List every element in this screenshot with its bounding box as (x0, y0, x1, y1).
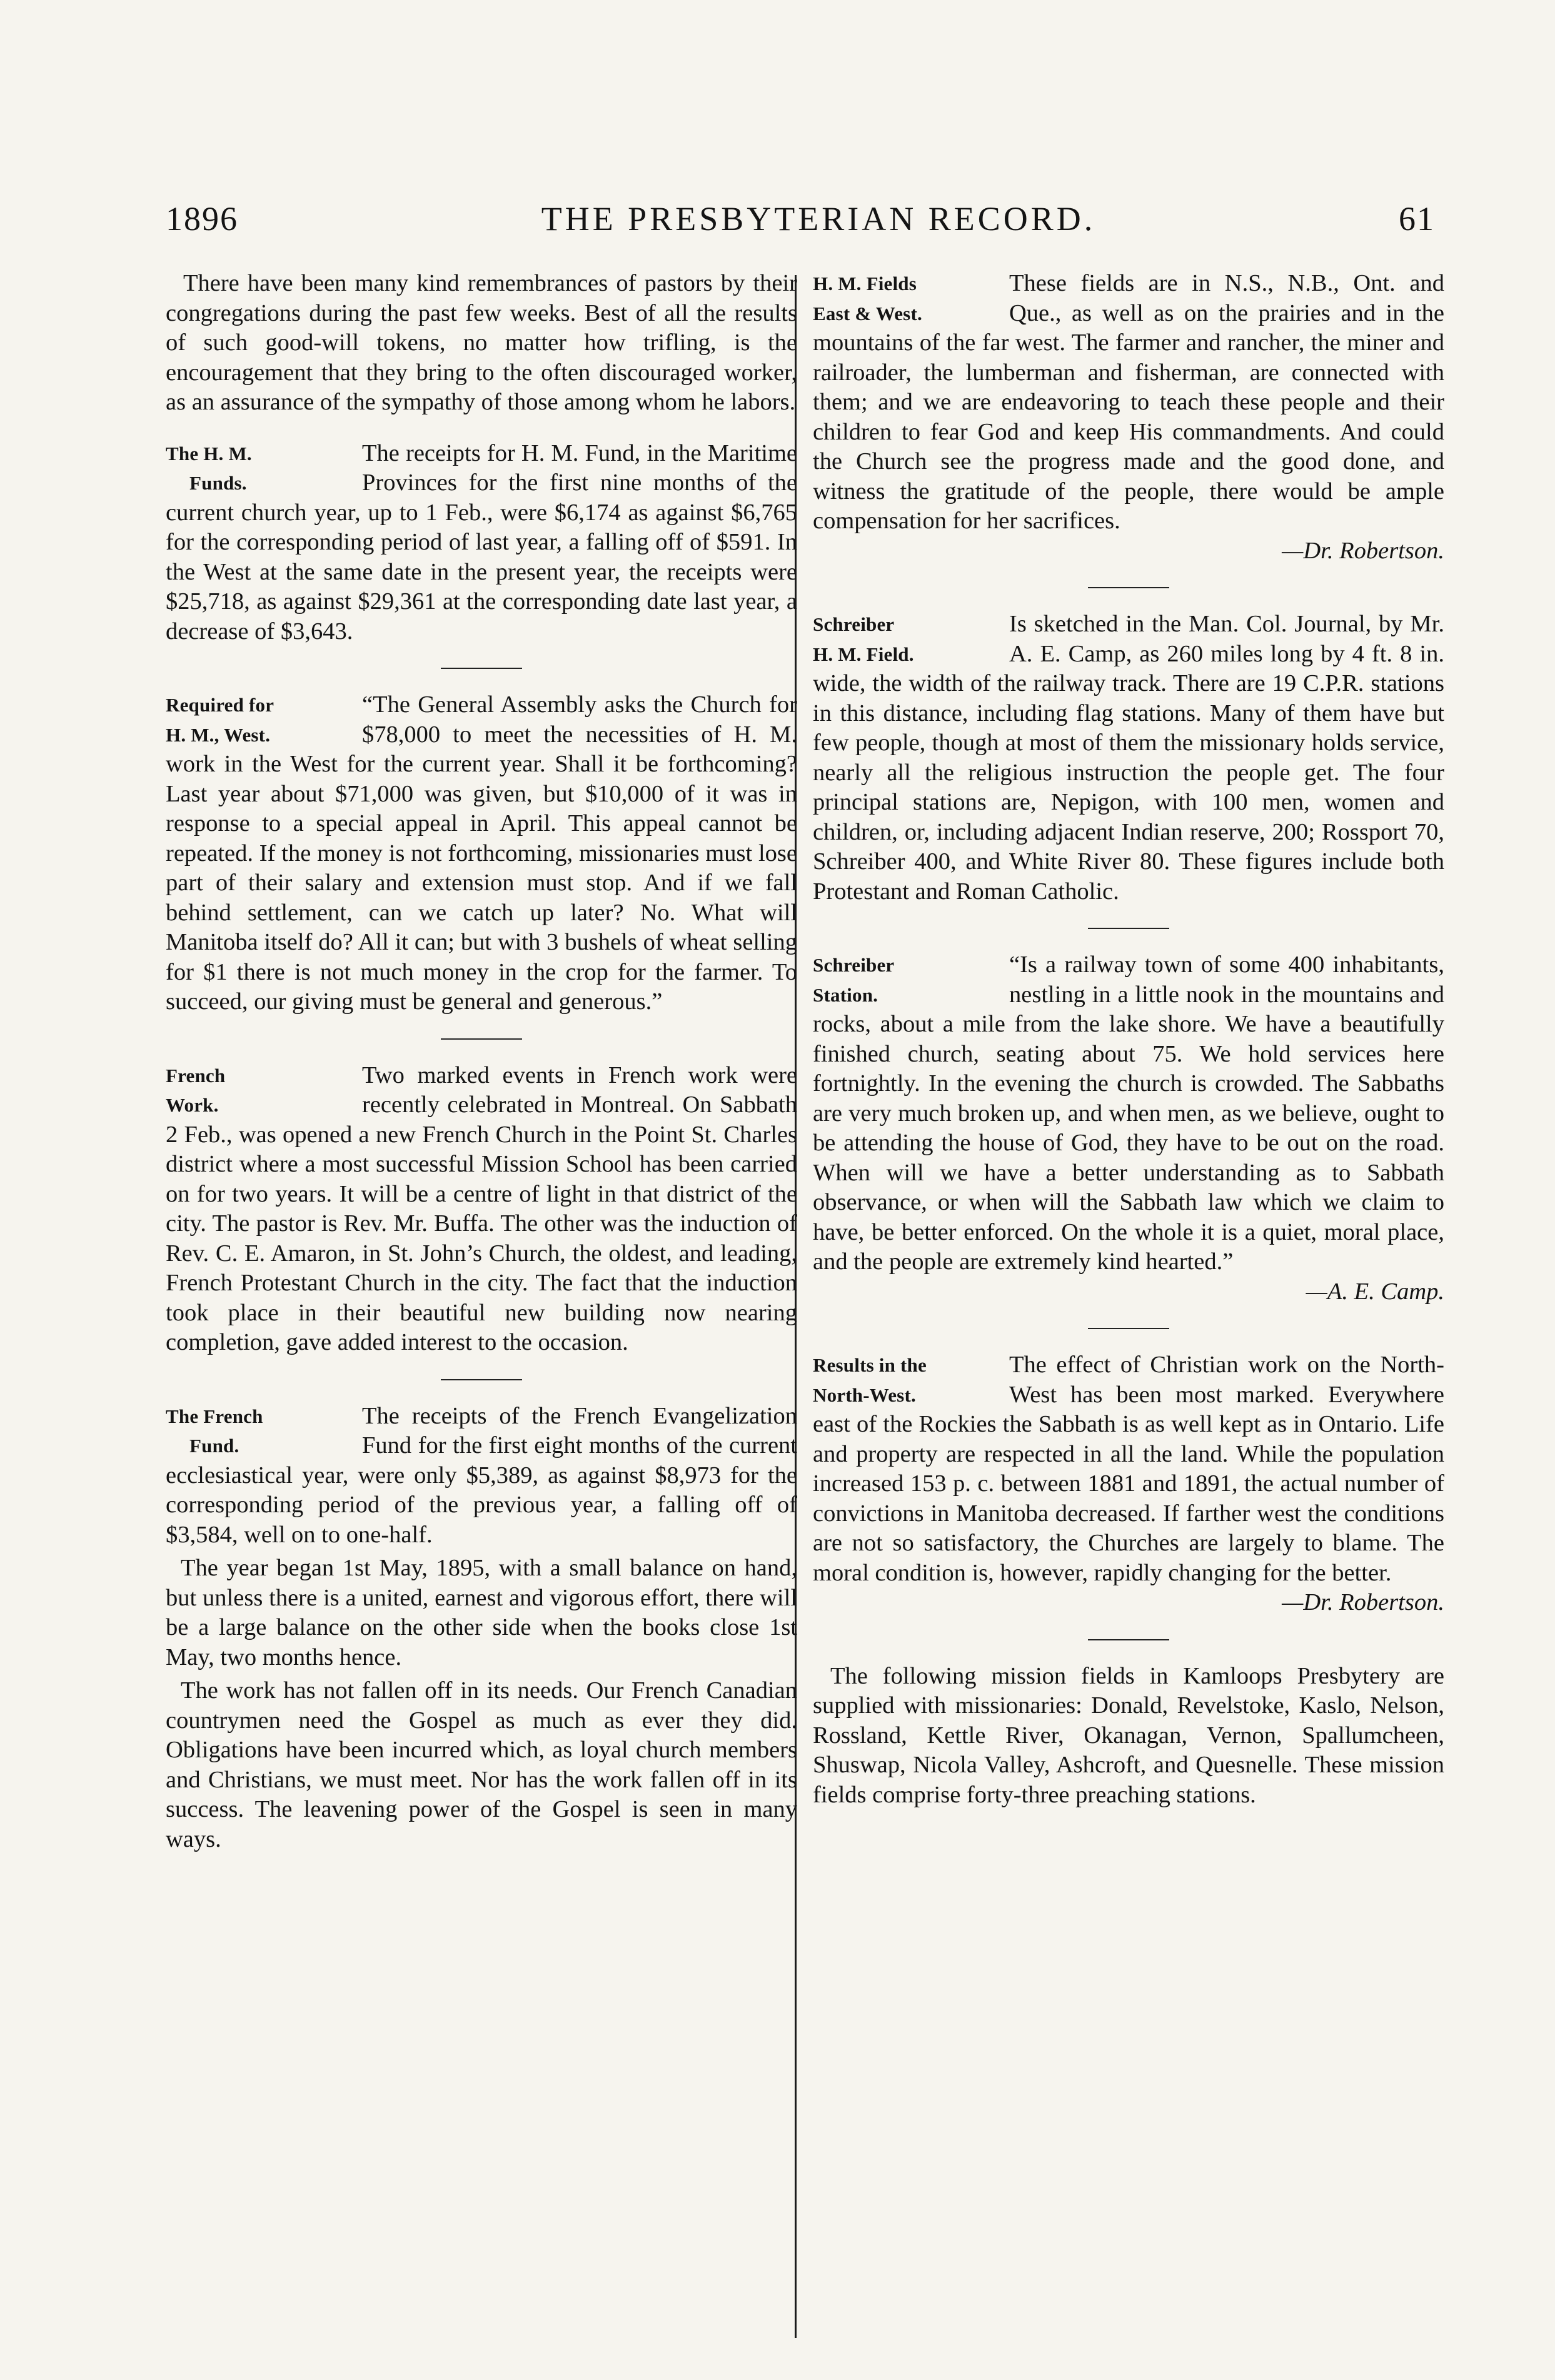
section-rule (1088, 928, 1169, 929)
article-text: The following mission fields in Kamloops Presbytery are supplied with missionaries: Donald, Revelstoke, Kaslo, Nelson, Rossland, Kettle River, Okanagan, Vernon, Spallumcheen, Shuswap, Nicola Valley, Ashcroft, and Quesnelle. These mission fields comprise forty-three preaching stations. (813, 1662, 1444, 1808)
header-title: THE PRESBYTERIAN RECORD. (541, 200, 1096, 238)
article-text: Two marked events in French work were recently celebrated in Montreal. On Sabbath 2 Feb., was opened a new French Church in the Point St. Charles district where a most successful Mission School has been carried on for two years. It will be a centre of light in that district of the city. The pastor is Rev. Mr. Buffa. The other was the induction of Rev. C. E. Amaron, in St. John’s Church, the oldest, and leading, French Protestant Church in the city. The fact that the induction took place in their beautiful new building now nearing completion, gave added interest to the occasion. (166, 1062, 797, 1355)
article-text: These fields are in N.S., N.B., Ont. and Que., as well as on the prairies and in the mountains of the far west. The farmer and rancher, the miner and railroader, the lumberman and fisherman, are connected with them; and we are endeavoring to teach these people and their children to fear God and keep His commandments. And could the Church see the progress made and the good done, and witness the gratitude of the people, there would be ample compensation for her sacrifices. (813, 270, 1444, 534)
sidehead-required: Required for H. M., West. (166, 694, 274, 746)
article-text: The work has not fallen off in its needs. Our French Canadian countrymen need the Gospel as much as ever they did. Obligations have been incurred which, as loyal church members and Christians, we must meet. Nor has the work fallen off in its success. The leavening power of the Gospel is seen in many ways. (166, 1677, 797, 1852)
section-rule (1088, 1639, 1169, 1640)
section-rule (441, 1038, 522, 1040)
article-results-north-west (813, 1350, 1444, 1618)
article-hm-funds (166, 439, 797, 647)
article-kamloops (813, 1662, 1444, 1810)
header-page-number: 61 (1398, 200, 1435, 238)
article-text: Is sketched in the Man. Col. Journal, by Mr. A. E. Camp, as 260 miles long by 4 ft. 8 in. wide, the width of the railway track. There are 19 C.P.R. stations in this distance, including flag stations. Many of them have but few people, though at most of them the missionary holds service, nearly all the religious instruction the people get. The four principal stations are, Nepigon, with 100 men, women and children, or, including adjacent Indian reserve, 200; Rossport 70, Schreiber 400, and White River 80. These figures include both Protestant and Roman Catholic. (813, 611, 1444, 905)
section-rule (441, 1379, 522, 1380)
header-year: 1896 (166, 200, 238, 238)
article-schreiber-field (813, 610, 1444, 906)
article-text: “The General Assembly asks the Church for $78,000 to meet the necessities of H. M. work in the West for the current year. Shall it be forthcoming? Last year about $71,000 was given, but $10,000 of it was in response to a special appeal in April. This appeal cannot be repeated. If the money is not forthcoming, missionaries must lose part of their salary and extension must stop. And if we fall behind settlement, can we catch up later? No. What will Manitoba itself do? All it can; but with 3 bushels of wheat selling for $1 there is not much money in the crop for the farmer. To succeed, our giving must be general and generous.” (166, 691, 797, 1015)
right-column (813, 269, 1444, 1831)
article-schreiber-station (813, 950, 1444, 1307)
article-text: The effect of Christian work on the North-West has been most marked. Everywhere east of the Rockies the Sabbath is as well kept as in Ontario. Life and property are respected in all the land. While the population increased 153 p. c. between 1881 and 1891, the actual number of convictions in Manitoba decreased. If farther west the conditions are not so satisfactory, the Churches are largely to blame. The moral condition is, however, rapidly changing for the better. (813, 1352, 1444, 1586)
sidehead-results: Results in the North-West. (813, 1354, 927, 1406)
sidehead-french-fund: The French Fund. (166, 1405, 263, 1457)
article-hm-fields (813, 269, 1444, 566)
sidehead-schreiber-station: Schreiber Station. (813, 954, 895, 1006)
sidehead-schreiber-field: Schreiber H. M. Field. (813, 613, 914, 665)
left-column (166, 269, 797, 1875)
signature: —Dr. Robertson. (1282, 537, 1444, 564)
section-rule (1088, 587, 1169, 588)
article-text: The receipts of the French Evangelization Fund for the first eight months of the current ecclesiastical year, were only $5,389, as against $8,973 for the corresponding period of the previous year, a falling off of $3,584, well on to one-half. (166, 1402, 797, 1548)
article-required-for-hm-west (166, 690, 797, 1017)
sidehead-hm-funds: The H. M. Funds. (166, 442, 252, 494)
article-french-fund (166, 1402, 797, 1855)
signature: —Dr. Robertson. (1282, 1589, 1444, 1615)
sidehead-hm-fields: H. M. Fields East & West. (813, 273, 922, 324)
section-rule (441, 668, 522, 669)
article-text: “Is a railway town of some 400 inhabitants, nestling in a little nook in the mountains and rocks, about a mile from the lake shore. We have a beautifully finished church, seating about 75. We hold services here fortnightly. In the evening the church is crowded. The Sabbaths are very much broken up, and when men, as we believe, ought to be attending the house of God, they have to be out on the road. When will we have a better understanding as to Sabbath observance, or when will the Sabbath law which we claim to have, be better enforced. On the whole it is a quiet, moral place, and the people are extremely kind hearted.” (813, 951, 1444, 1275)
sidehead-french-work: French Work. (166, 1064, 226, 1116)
intro-paragraph: There have been many kind remembrances of pastors by their congregations during the past few weeks. Best of all the results of such good-will tokens, no matter how trifling, is the encouragement that they bring to the often discouraged worker, as an assurance of the sympathy of those among whom he labors. (166, 270, 797, 415)
article-text: The receipts for H. M. Fund, in the Maritime Provinces for the first nine months of the current church year, up to 1 Feb., were $6,174 as against $6,765 for the corresponding period of last year, a falling off of $591. In the West at the same date in the present year, the receipts were $25,718, as against $29,361 at the corresponding date last year, a decrease of $3,643. (166, 439, 797, 645)
running-header (166, 191, 1435, 247)
section-rule (1088, 1328, 1169, 1329)
article-french-work (166, 1061, 797, 1358)
signature: —A. E. Camp. (1306, 1278, 1444, 1305)
article-text: The year began 1st May, 1895, with a small balance on hand, but unless there is a united, earnest and vigorous effort, there will be a large balance on the other side when the books close 1st May, two months hence. (166, 1555, 797, 1670)
